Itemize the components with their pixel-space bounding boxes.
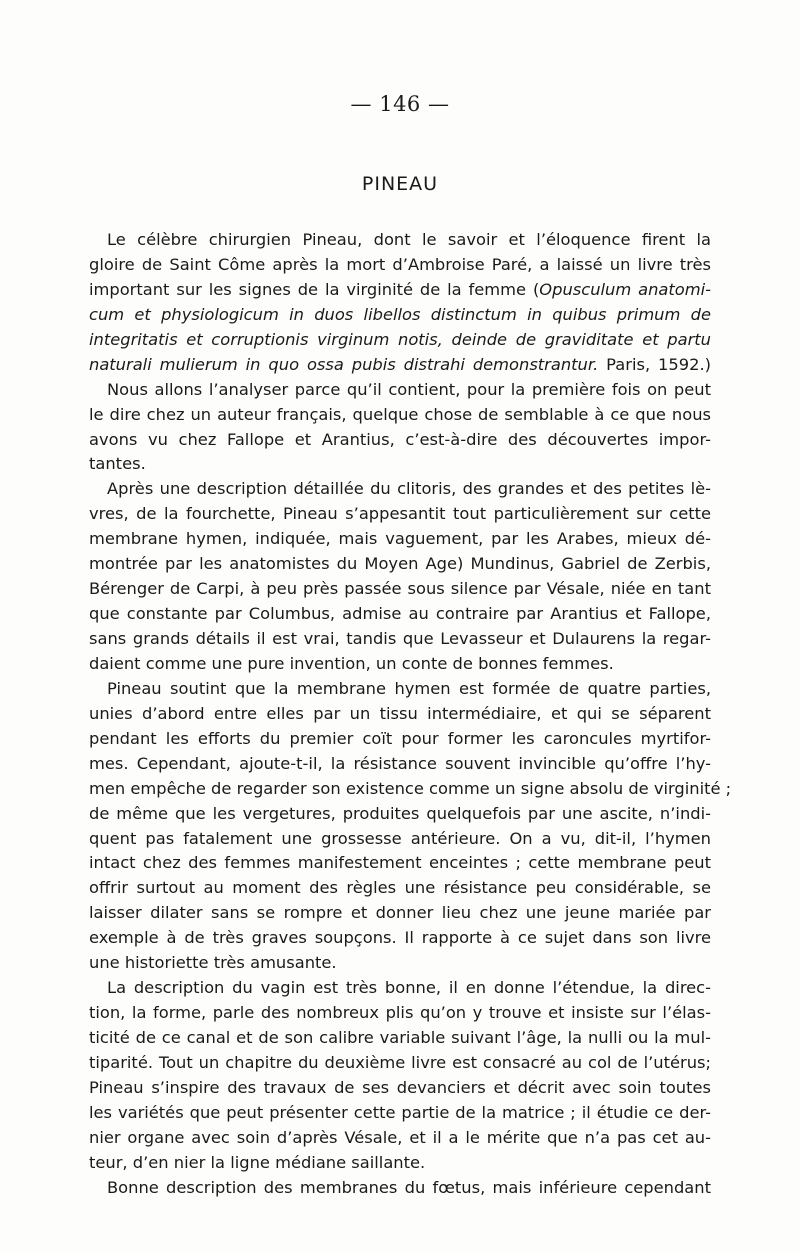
text-span: offrir surtout au moment des règles une résistance peu considérable, se [89, 878, 711, 898]
text-span: exemple à de très graves soupçons. Il rapporte à ce sujet dans son livre [89, 928, 711, 948]
text-line [89, 876, 711, 901]
text-line [89, 1101, 711, 1126]
text-span: sans grands détails il est vrai, tandis que Levasseur et Dulaurens la regar- [89, 629, 711, 648]
text-line [89, 827, 711, 852]
italic-text: Opusculum anatomi- [539, 279, 711, 299]
text-line [89, 926, 711, 951]
text-line [89, 1026, 711, 1051]
text-line [89, 1051, 711, 1076]
chapter-title: PINEAU [361, 173, 439, 195]
text-line [89, 951, 711, 976]
text-line [89, 627, 711, 652]
text-line [89, 677, 711, 702]
text-line [89, 602, 711, 627]
text-line [89, 328, 711, 353]
text-span: Le célèbre chirurgien Pineau, dont le savoir et l’éloquence firent la [107, 230, 711, 249]
text-line [89, 253, 711, 278]
text-span: Bonne description des membranes du fœtus, mais inférieure cependant [107, 1177, 711, 1197]
text-span: Bérenger de Carpi, à peu près passée sous silence par Vésale, niée en tant [89, 579, 711, 599]
text-line [89, 502, 711, 527]
italic-text: naturali mulierum in quo ossa pubis distrahi demonstrantur. [89, 354, 599, 374]
text-line [89, 901, 711, 926]
text-span: La description du vagin est très bonne, il en donne l’étendue, la direc- [107, 978, 711, 998]
text-span: laisser dilater sans se rompre et donner lieu chez une jeune mariée par [89, 903, 711, 923]
text-line [89, 752, 711, 777]
body-text [89, 228, 732, 1201]
page-number: — 146 — [350, 92, 450, 116]
text-span: daient comme une pure invention, un conte de bonnes femmes. [89, 653, 614, 673]
text-span: Pineau soutint que la membrane hymen est formée de quatre parties, [107, 678, 711, 698]
text-span: tiparité. Tout un chapitre du deuxième livre est consacré au col de l’utérus; [89, 1052, 711, 1072]
text-line [89, 353, 711, 378]
text-span: que constante par Columbus, admise au contraire par Arantius et Fallope, [89, 604, 711, 624]
text-line [89, 577, 711, 602]
text-line [89, 552, 711, 577]
text-span: le dire chez un auteur français, quelque chose de semblable à ce que nous [89, 404, 711, 424]
text-span: teur, d’en nier la ligne médiane saillante. [89, 1152, 426, 1172]
text-span: pendant les efforts du premier coït pour former les caroncules myrtifor- [89, 728, 711, 748]
text-span: vres, de la fourchette, Pineau s’appesantit tout particulièrement sur cette [89, 504, 711, 524]
text-line [89, 976, 711, 1001]
text-span: men empêche de regarder son existence comme un signe absolu de virginité ; [89, 778, 732, 798]
text-line [89, 303, 711, 328]
text-line [89, 1001, 711, 1026]
text-span: ticité de ce canal et de son calibre variable suivant l’âge, la nulli ou la mul- [89, 1028, 711, 1047]
text-line [89, 428, 711, 453]
text-span: membrane hymen, indiquée, mais vaguement, par les Arabes, mieux dé- [89, 529, 711, 549]
text-line [89, 1126, 711, 1151]
text-line [89, 1176, 711, 1201]
text-line [89, 403, 711, 428]
text-line [89, 527, 711, 552]
text-line [89, 228, 711, 253]
text-span: Pineau s’inspire des travaux de ses devanciers et décrit avec soin toutes [89, 1077, 711, 1097]
text-span: les variétés que peut présenter cette partie de la matrice ; il étudie ce der- [89, 1102, 711, 1122]
text-span: Paris, 1592.) [598, 354, 711, 374]
text-line [89, 1076, 711, 1101]
text-line [89, 851, 711, 876]
text-span: Nous allons l’analyser parce qu’il contient, pour la première fois on peut [107, 379, 711, 399]
text-span: gloire de Saint Côme après la mort d’Ambroise Paré, a laissé un livre très [89, 254, 711, 274]
text-line [89, 378, 711, 403]
text-span: unies d’abord entre elles par un tissu intermédiaire, et qui se séparent [89, 703, 711, 723]
text-span: Après une description détaillée du clitoris, des grandes et des petites lè- [107, 479, 711, 499]
text-line [89, 477, 711, 502]
text-line [89, 802, 711, 827]
text-span: mes. Cependant, ajoute-t-il, la résistance souvent invincible qu’offre l’hy- [89, 753, 711, 773]
text-span: nier organe avec soin d’après Vésale, et il a le mérite que n’a pas cet au- [89, 1127, 711, 1147]
text-line [89, 727, 711, 752]
text-line [89, 702, 711, 727]
text-span: avons vu chez Fallope et Arantius, c’est-à-dire des découvertes impor- [89, 429, 711, 449]
text-span: intact chez des femmes manifestement enceintes ; cette membrane peut [89, 853, 711, 873]
text-line [89, 1151, 711, 1176]
text-line [89, 452, 711, 477]
text-span: une historiette très amusante. [89, 953, 337, 973]
text-line [89, 652, 711, 677]
text-line [89, 278, 711, 303]
text-span: tion, la forme, parle des nombreux plis qu’on y trouve et insiste sur l’élas- [89, 1003, 711, 1023]
italic-text: integritatis et corruptionis virginum notis, deinde de graviditate et partu [89, 329, 711, 349]
text-span: important sur les signes de la virginité de la femme ( [89, 279, 540, 299]
text-span: de même que les vergetures, produites quelquefois par une ascite, n’indi- [89, 803, 711, 823]
text-span: montrée par les anatomistes du Moyen Age) Mundinus, Gabriel de Zerbis, [89, 554, 711, 574]
text-line [89, 777, 732, 802]
text-span: quent pas fatalement une grossesse antérieure. On a vu, dit-il, l’hymen [89, 828, 711, 848]
text-span: tantes. [89, 454, 146, 474]
italic-text: cum et physiologicum in duos libellos distinctum in quibus primum de [89, 304, 711, 324]
